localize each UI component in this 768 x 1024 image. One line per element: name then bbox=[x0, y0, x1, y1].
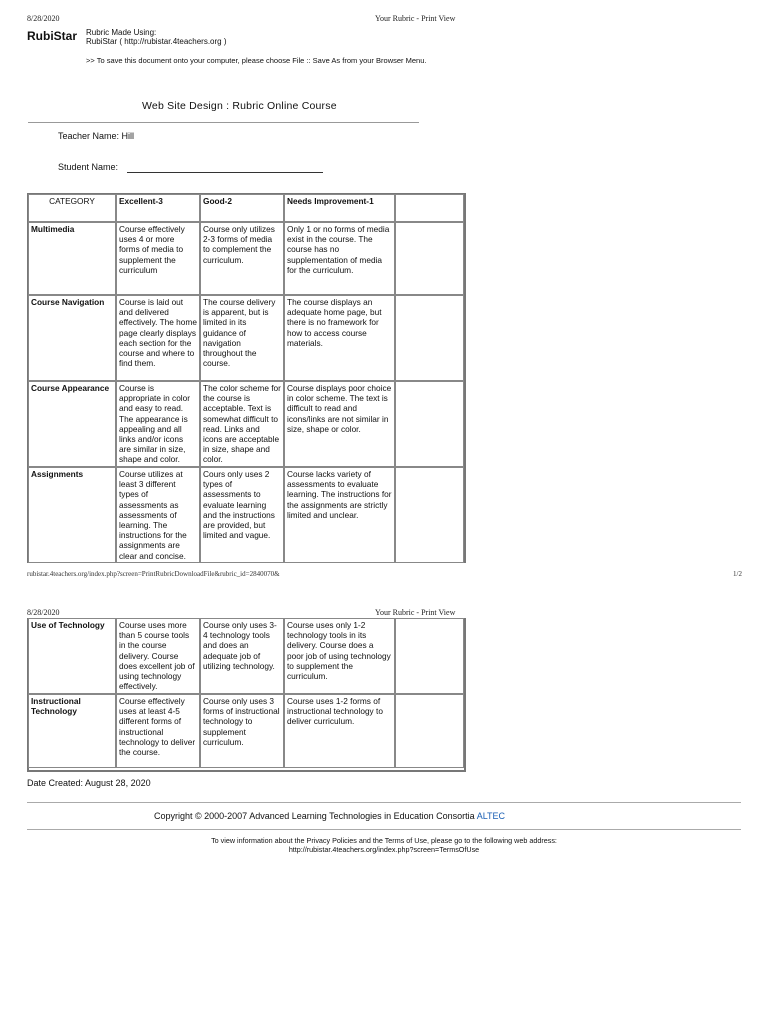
needs-cell: Course displays poor choice in color scheme. The text is difficult to read and icons/links are not similar in size, shape or color. bbox=[284, 381, 395, 467]
blank-cell bbox=[395, 295, 464, 381]
teacher-name-row bbox=[58, 131, 134, 141]
terms-link[interactable]: http://rubistar.4teachers.org/index.php?screen=TermsOfUse bbox=[288, 844, 480, 854]
header-good: Good-2 bbox=[200, 194, 284, 222]
blank-cell bbox=[395, 222, 464, 295]
needs-cell: Course uses 1-2 forms of instructional technology to deliver curriculum. bbox=[284, 694, 395, 768]
good-cell: Course only uses 3 forms of instructional technology to supplement curriculum. bbox=[200, 694, 284, 768]
table-row bbox=[28, 618, 464, 694]
teacher-name-value: Hill bbox=[121, 131, 135, 141]
header-blank bbox=[395, 194, 464, 222]
good-cell: Cours only uses 2 types of assessments to evaluate learning and the instructions are provided, but limited and vague. bbox=[200, 467, 284, 563]
document-title: Web Site Design : Rubric Online Course bbox=[142, 100, 337, 112]
header-category: CATEGORY bbox=[28, 194, 116, 222]
student-name-label: Student Name: bbox=[58, 162, 119, 172]
category-cell: Multimedia bbox=[28, 222, 116, 295]
needs-cell: The course displays an adequate home page, but there is no framework for how to access course materials. bbox=[284, 295, 395, 381]
good-cell: Course only uses 3-4 technology tools and does an adequate job of utilizing technology. bbox=[200, 618, 284, 694]
table-row bbox=[28, 381, 464, 467]
category-cell: Course Appearance bbox=[28, 381, 116, 467]
blank-cell bbox=[395, 467, 464, 563]
excellent-cell: Course is laid out and delivered effectively. The home page clearly displays each section for the course and where to find them. bbox=[116, 295, 200, 381]
excellent-cell: Course effectively uses at least 4-5 different forms of instructional technology to deliver the course. bbox=[116, 694, 200, 768]
category-cell: Instructional Technology bbox=[28, 694, 116, 768]
footer-divider-bottom bbox=[27, 829, 741, 830]
copyright-text: Copyright © 2000-2007 Advanced Learning Technologies in Education Consortia bbox=[154, 811, 475, 821]
header-row bbox=[28, 194, 464, 222]
good-cell: The color scheme for the course is acceptable. Text is somewhat difficult to read. Links and icons are acceptable in size, shape and color. bbox=[200, 381, 284, 467]
table-row bbox=[28, 222, 464, 295]
teacher-name-label: Teacher Name: bbox=[58, 131, 120, 141]
made-using-link[interactable]: RubiStar ( http://rubistar.4teachers.org ) bbox=[86, 37, 227, 46]
save-note: >> To save this document onto your computer, please choose File :: Save As from your Browser Menu. bbox=[86, 56, 427, 65]
excellent-cell: Course uses more than 5 course tools in the course delivery. Course does excellent job of using technology effectively. bbox=[116, 618, 200, 694]
print-title: Your Rubric - Print View bbox=[375, 14, 456, 23]
brand-logo: RubiStar bbox=[27, 29, 78, 43]
rubric-table bbox=[28, 194, 464, 563]
blank-cell bbox=[395, 381, 464, 467]
footer-divider-top bbox=[27, 802, 741, 803]
table-row bbox=[28, 467, 464, 563]
made-using-label: Rubric Made Using: bbox=[86, 28, 157, 37]
needs-cell: Course lacks variety of assessments to evaluate learning. The instructions for the assignments are strictly limited and unclear. bbox=[284, 467, 395, 563]
good-cell: The course delivery is apparent, but is limited in its guidance of navigation throughout the course. bbox=[200, 295, 284, 381]
print-date: 8/28/2020 bbox=[27, 14, 60, 23]
category-cell: Use of Technology bbox=[28, 618, 116, 694]
blank-cell bbox=[395, 618, 464, 694]
date-created: Date Created: August 28, 2020 bbox=[27, 778, 151, 788]
print-date-page2: 8/28/2020 bbox=[27, 608, 60, 617]
category-cell: Course Navigation bbox=[28, 295, 116, 381]
copyright-row bbox=[154, 811, 505, 821]
student-name-line bbox=[127, 172, 323, 173]
category-cell: Assignments bbox=[28, 467, 116, 563]
good-cell: Course only utilizes 2-3 forms of media to complement the curriculum. bbox=[200, 222, 284, 295]
privacy-text: To view information about the Privacy Policies and the Terms of Use, please go to the following web address: bbox=[211, 836, 557, 845]
header-excellent: Excellent-3 bbox=[116, 194, 200, 222]
excellent-cell: Course is appropriate in color and easy to read. The appearance is appealing and all links and/or icons are similar in size, shape and color. bbox=[116, 381, 200, 467]
excellent-cell: Course effectively uses 4 or more forms of media to supplement the curriculum bbox=[116, 222, 200, 295]
altec-link[interactable]: ALTEC bbox=[476, 811, 506, 821]
title-divider bbox=[28, 122, 419, 123]
table-row bbox=[28, 694, 464, 768]
table-row bbox=[28, 295, 464, 381]
needs-cell: Course uses only 1-2 technology tools in its delivery. Course does a poor job of using technology to supplement the curriculum. bbox=[284, 618, 395, 694]
header-needs-improvement: Needs Improvement-1 bbox=[284, 194, 395, 222]
print-title-page2: Your Rubric - Print View bbox=[375, 608, 456, 617]
page-url: rubistar.4teachers.org/index.php?screen=PrintRubricDownloadFile&rubric_id=2840070& bbox=[27, 570, 280, 578]
needs-cell: Only 1 or no forms of media exist in the course. The course has no supplementation of media for the curriculum. bbox=[284, 222, 395, 295]
privacy-note bbox=[27, 837, 741, 854]
excellent-cell: Course utilizes at least 3 different types of assessments as assessments of learning. The instructions for the assignments are clear and concise. bbox=[116, 467, 200, 563]
blank-cell bbox=[395, 694, 464, 768]
page-number: 1/2 bbox=[733, 570, 742, 578]
rubric-table-page2 bbox=[28, 618, 464, 768]
made-using-block bbox=[86, 28, 227, 46]
